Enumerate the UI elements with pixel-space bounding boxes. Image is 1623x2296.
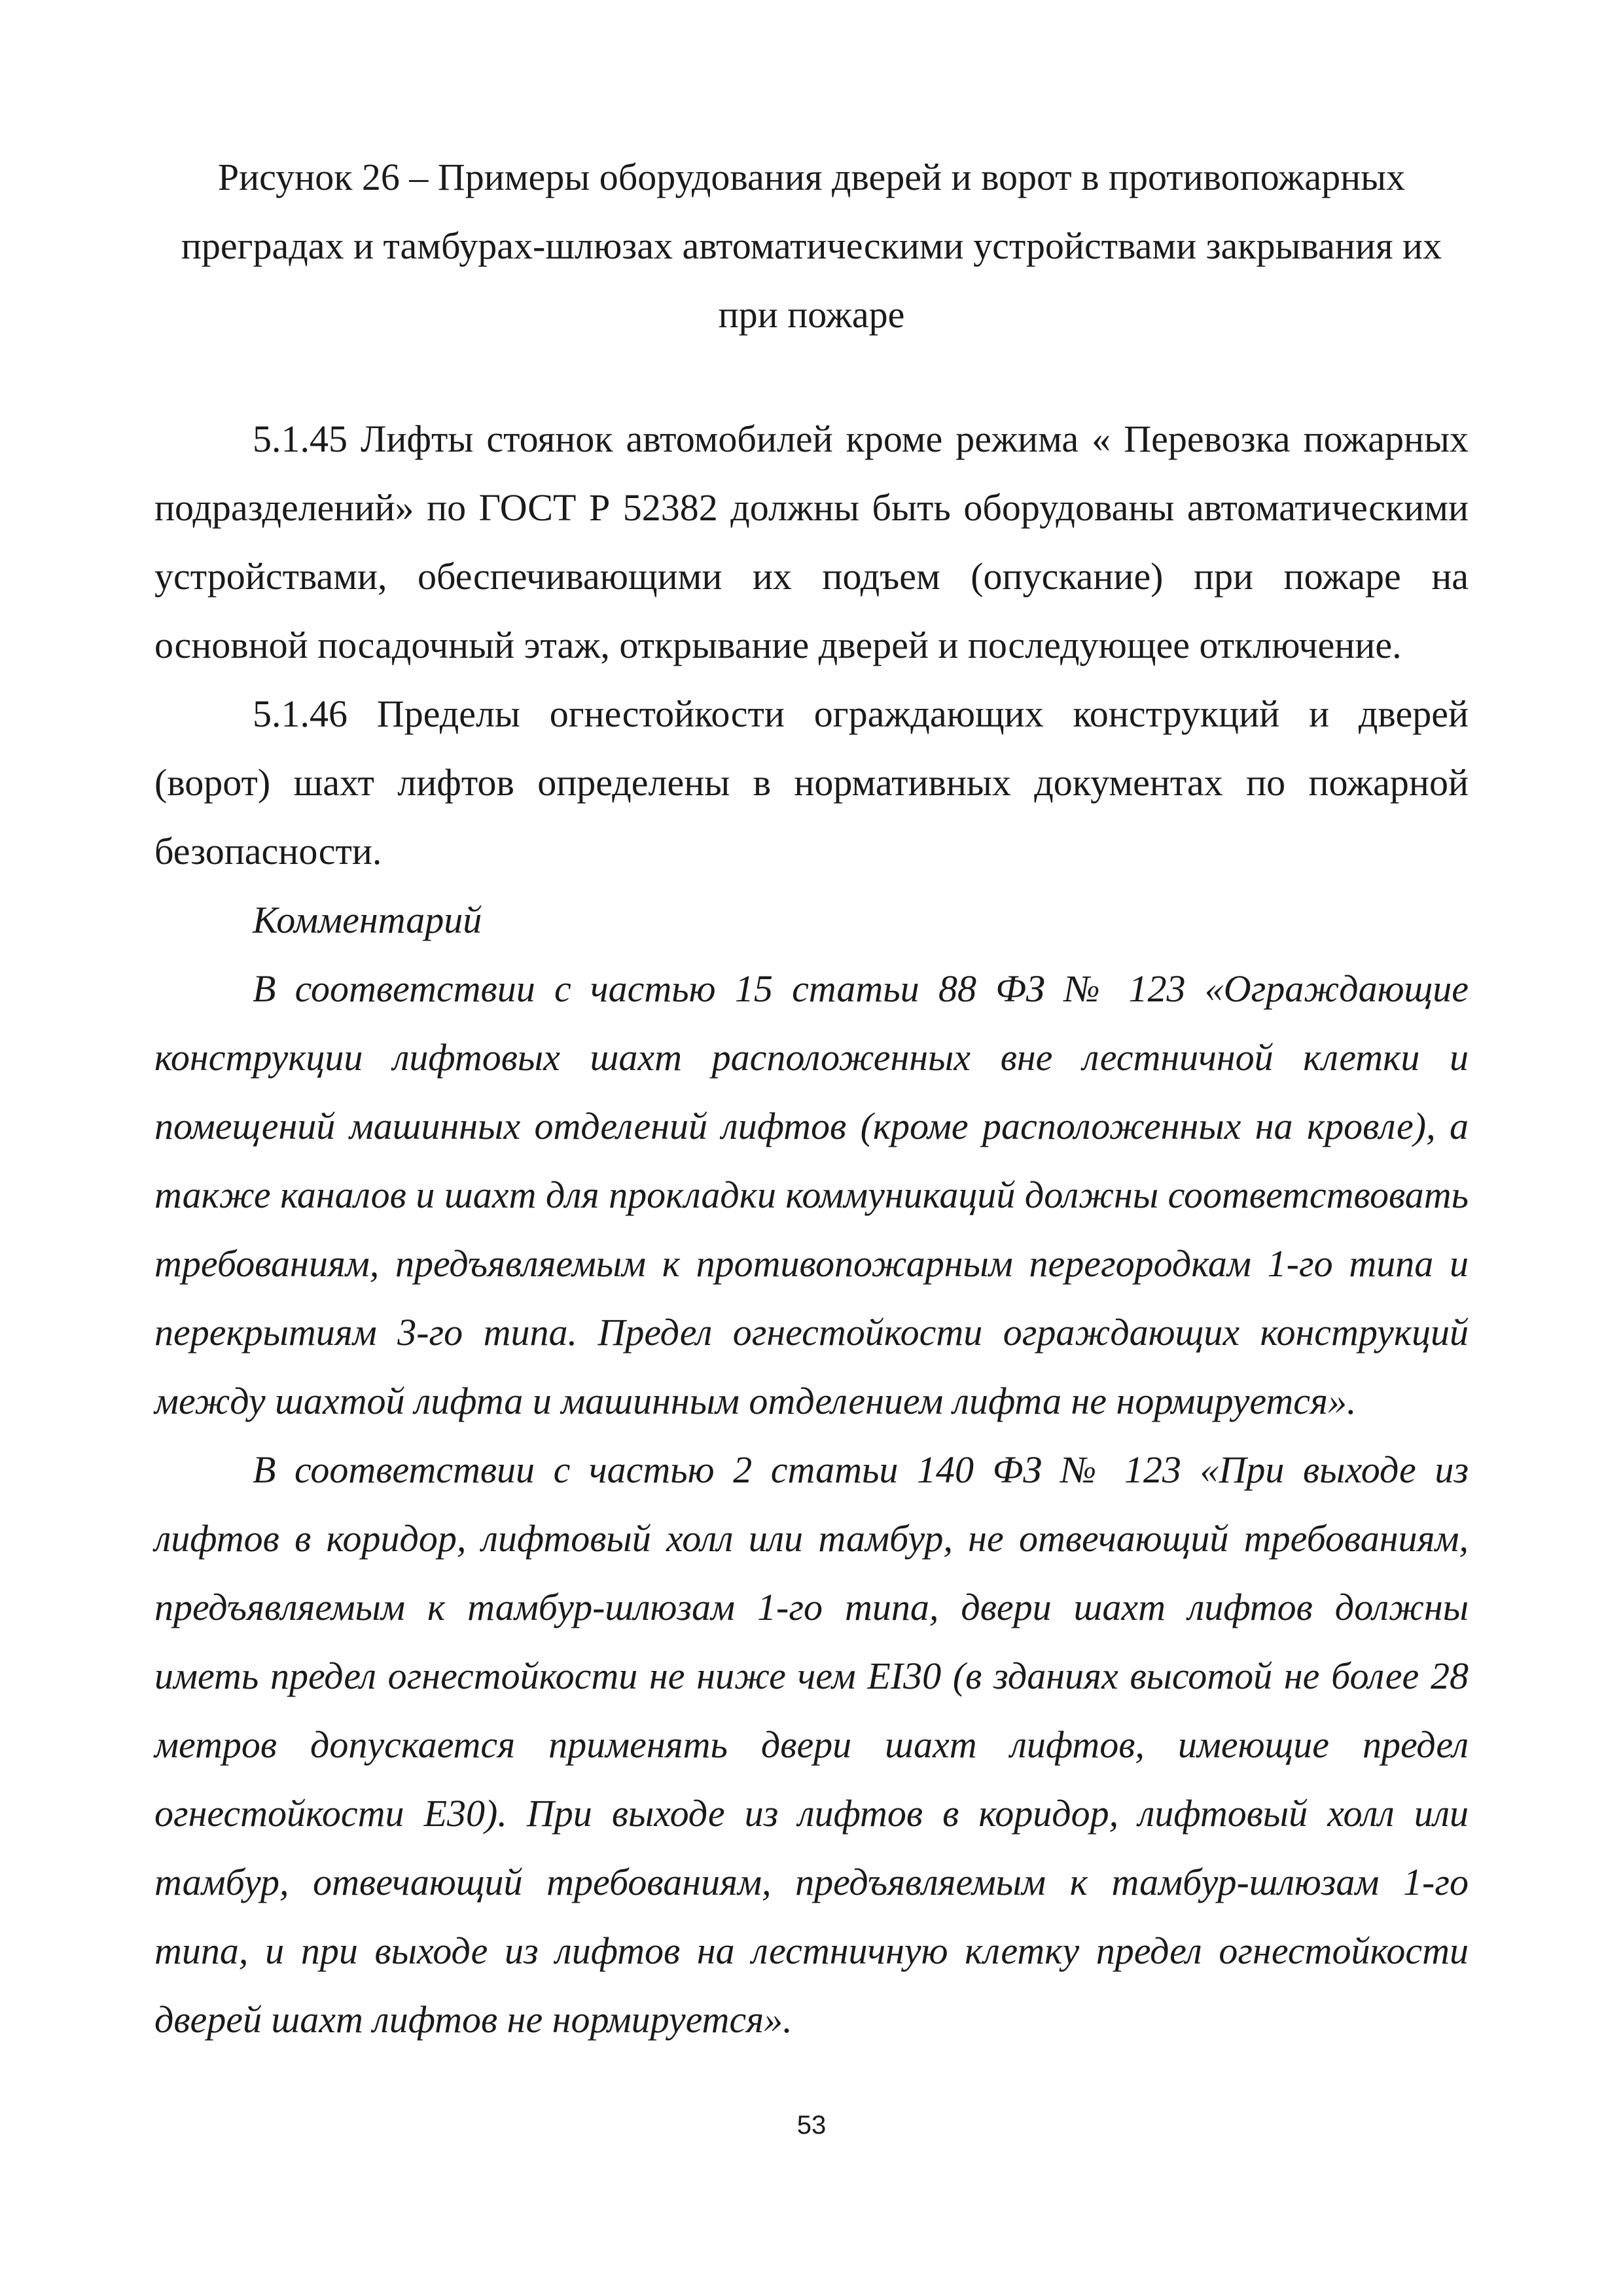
- comment-paragraph-1: В соответствии с частью 15 статьи 88 ФЗ № 123 «Ограждающие конструкции лифтовых шахт расположенных вне лестничной клетки и помещений машинных отделений лифтов (кроме расположенных на кровле), а также каналов и шахт для прокладки коммуникаций должны соответствовать требованиям, предъявляемым к противопожарным перегородкам 1-го типа и перекрытиям 3-го типа. Предел огнестойкости ограждающих конструкций между шахтой лифта и машинным отделением лифта не нормируется».: [154, 967, 1469, 1422]
- paragraph-5-1-45: 5.1.45 Лифты стоянок автомобилей кроме режима « Перевозка пожарных подразделений» по ГОСТ Р 52382 должны быть оборудованы автоматическими устройствами, обеспечивающими их подъем (опускание) при пожаре на основной посадочный этаж, открывание дверей и последующее отключение.: [154, 418, 1469, 666]
- page-number: 53: [796, 2111, 827, 2140]
- comment-paragraph-2: В соответствии с частью 2 статьи 140 ФЗ № 123 «При выходе из лифтов в коридор, лифтовый холл или тамбур, не отвечающий требованиям, предъявляемым к тамбур-шлюзам 1-го типа, двери шахт лифтов должны иметь предел огнестойкости не ниже чем EI30 (в зданиях высотой не более 28 метров допускается применять двери шахт лифтов, имеющие предел огнестойкости E30). При выходе из лифтов в коридор, лифтовый холл или тамбур, отвечающий требованиям, предъявляемым к тамбур-шлюзам 1-го типа, и при выходе из лифтов на лестничную клетку предел огнестойкости дверей шахт лифтов не нормируется».: [154, 1448, 1469, 2041]
- body-text: [154, 404, 1469, 2054]
- figure-caption: Рисунок 26 – Примеры оборудования дверей и ворот в противопожарных преградах и тамбурах-шлюзах автоматическими устройствами закрывания их при пожаре: [181, 156, 1442, 336]
- comment-heading: Комментарий: [253, 899, 482, 941]
- paragraph-5-1-46: 5.1.46 Пределы огнестойкости ограждающих конструкций и дверей (ворот) шахт лифтов определены в нормативных документах по пожарной безопасности.: [154, 692, 1469, 872]
